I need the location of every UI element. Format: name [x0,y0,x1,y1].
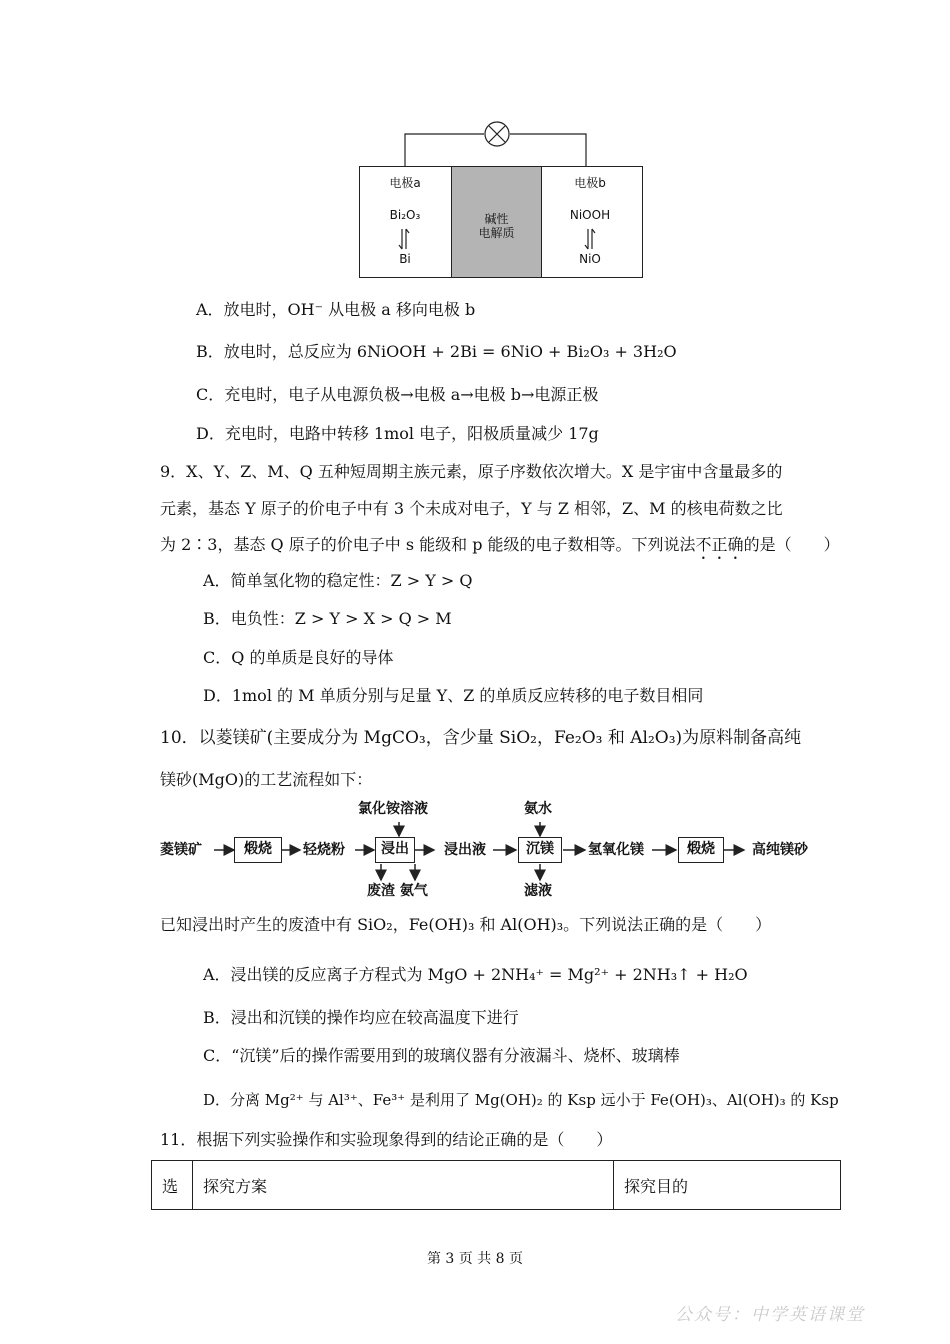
q10-stem-line1: 10．以菱镁矿(主要成分为 MgCO₃，含少量 SiO₂，Fe₂O₃ 和 Al₂O₃)为原料制备高纯 [160,728,802,748]
flow-leach-waste: 废渣 氨气 [367,883,428,899]
reversible-arrow-icon [583,226,597,252]
reversible-arrow-icon [397,226,411,252]
flow-raw-material: 菱镁矿 [160,842,202,858]
q8-option-d: D．充电时，电路中转移 1mol 电子，阳极质量减少 17g [196,424,599,443]
flow-mg-hydroxide: 氢氧化镁 [588,842,644,858]
page-number: 第 3 页 共 8 页 [426,1251,524,1267]
flow-leach-reagent: 氯化铵溶液 [358,801,428,817]
q9-option-b: B．电负性：Z > Y > X > Q > M [203,609,452,628]
q10-option-c: C．“沉镁”后的操作需要用到的玻璃仪器有分液漏斗、烧杯、玻璃棒 [203,1046,680,1065]
q9-stem-line3-pre: 为 2∶3，基态 Q 原子的价电子中 s 能级和 p 能级的电子数相等。下列说法 [160,535,696,554]
flow-light-powder: 轻烧粉 [303,842,345,858]
electrode-a-bottom: Bi [399,252,411,266]
q11-col-purpose: 探究目的 [614,1161,841,1210]
flow-product: 高纯镁砂 [752,842,808,858]
q10-known: 已知浸出时产生的废渣中有 SiO₂，Fe(OH)₃ 和 Al(OH)₃。下列说法正确的是（ ） [160,915,772,934]
electrode-b-label: 电极b [574,176,606,190]
q8-option-b: B．放电时，总反应为 6NiOOH + 2Bi = 6NiO + Bi₂O₃ + 3H₂O [196,342,677,361]
electrode-a-top: Bi₂O₃ [389,208,421,222]
q10-option-a: A．浸出镁的反应离子方程式为 MgO + 2NH₄⁺ = Mg²⁺ + 2NH₃↑ + H₂O [203,965,748,984]
q9-emphasis: 不正确 [695,535,744,554]
q10-option-b: B．浸出和沉镁的操作均应在较高温度下进行 [203,1008,519,1027]
electrode-b-bottom: NiO [579,252,601,266]
q11-col-plan: 探究方案 [193,1161,614,1210]
q11-table [151,1160,841,1210]
table-row [152,1161,841,1210]
q11-stem: 11．根据下列实验操作和实验现象得到的结论正确的是（ ） [160,1130,613,1149]
q9-option-c: C．Q 的单质是良好的导体 [203,648,394,667]
q8-option-c: C．充电时，电子从电源负极→电极 a→电极 b→电源正极 [196,385,599,404]
flow-ammonia-water: 氨水 [524,801,552,817]
q9-stem-line3-post: 的是（ ） [743,535,840,554]
electrode-a-label: 电极a [389,176,421,190]
electrode-b-top: NiOOH [569,208,611,222]
flow-filtrate: 滤液 [524,883,552,899]
q9-stem-line3 [160,535,840,563]
flow-leach-liquid: 浸出液 [444,842,486,858]
q10-option-d: D．分离 Mg²⁺ 与 Al³⁺、Fe³⁺ 是利用了 Mg(OH)₂ 的 Ksp 远小于 Fe(OH)₃、Al(OH)₃ 的 Ksp [203,1091,839,1109]
q9-option-d: D．1mol 的 M 单质分别与足量 Y、Z 的单质反应转移的电子数目相同 [203,686,704,705]
q9-stem-line1: 9．X、Y、Z、M、Q 五种短周期主族元素，原子序数依次增大。X 是宇宙中含量最多的 [160,462,783,481]
q9-option-a: A．简单氢化物的稳定性：Z > Y > Q [203,571,473,590]
electrolyte-line2: 电解质 [478,226,515,240]
electrolyte-line1: 碱性 [484,212,509,226]
flow-step-calcine-1: 煅烧 [234,837,282,863]
flow-step-leach: 浸出 [375,837,415,863]
flow-step-precipitate: 沉镁 [518,837,562,863]
q10-stem-line2: 镁砂(MgO)的工艺流程如下： [160,770,373,789]
q8-option-a: A．放电时，OH⁻ 从电极 a 移向电极 b [196,300,476,319]
flow-step-calcine-2: 煅烧 [678,837,724,863]
q11-col-option: 选 [152,1161,193,1210]
q9-stem-line2: 元素，基态 Y 原子的价电子中有 3 个未成对电子，Y 与 Z 相邻，Z、M 的核电荷数之比 [160,499,783,518]
watermark: 公众号：中学英语课堂 [675,1305,865,1325]
